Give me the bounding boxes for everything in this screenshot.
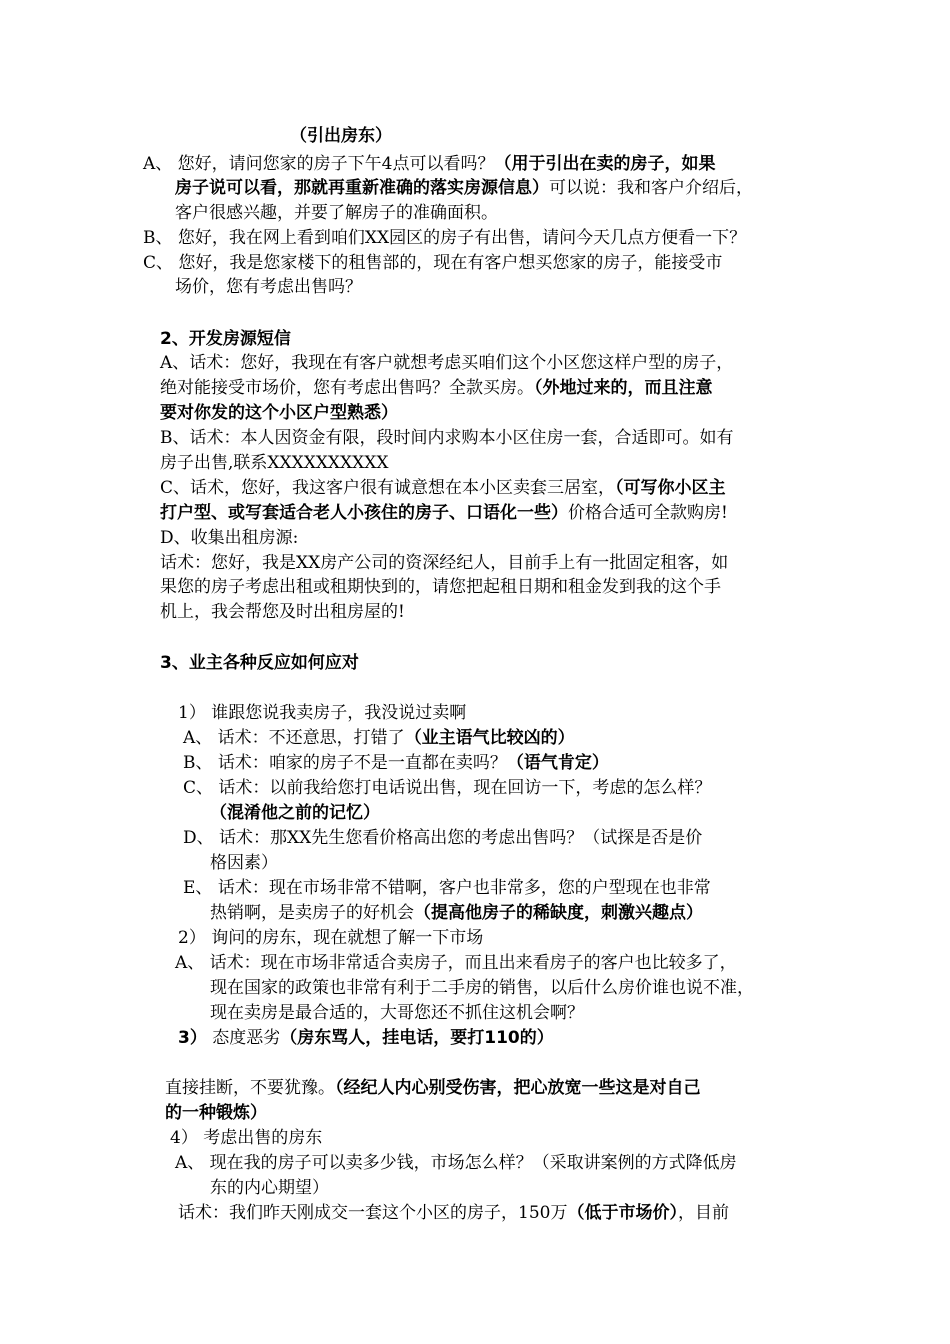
bold-segment: （外地过来的，而且注意 [534,378,713,398]
bold-segment: 打户型、或写套适合老人小孩住的房子、口语化一些） [160,503,568,523]
text-segment: D、收集出租房源: [160,528,299,548]
text-segment: 2） 询问的房东，现在就想了解一下市场 [178,928,484,948]
text-line [143,226,746,250]
text-line [210,901,703,925]
text-segment: ，目前 [677,1203,729,1223]
text-line [178,701,466,725]
text-line [210,1176,329,1200]
bold-segment: （提高他房子的稀缺度，刺激兴趣点） [414,903,703,923]
text-line [160,651,359,675]
text-segment: 可以说：我和客户介绍后， [549,178,753,198]
text-segment: 1） 谁跟您说我卖房子，我没说过卖啊 [178,703,467,723]
bold-segment: 3） [178,1028,207,1048]
text-line [160,476,726,500]
text-segment: A、 话术：现在市场非常适合卖房子，而且出来看房子的客户也比较多了， [175,953,737,973]
bold-segment: （房东骂人，挂电话，要打110的） [280,1028,554,1048]
text-segment: 场价，您有考虑出售吗？ [175,277,362,297]
text-line [210,851,278,875]
text-line [178,1026,554,1050]
text-line [175,201,498,225]
text-line [210,976,754,1000]
text-line [160,351,733,375]
text-segment: 话术：您好，我是XX房产公司的资深经纪人，目前手上有一批固定租客，如 [160,553,729,573]
text-segment: 果您的房子考虑出租或租期快到的，请您把起租日期和租金发到我的这个手 [160,577,721,597]
text-line [175,176,753,200]
text-line [183,876,711,900]
text-line [178,926,483,950]
text-line [160,551,728,575]
text-segment: B、 话术：咱家的房子不是一直都在卖吗？ [183,753,507,773]
text-line [183,726,575,750]
bold-segment: （业主语气比较凶的） [404,728,575,748]
text-line [175,951,737,975]
text-line [290,124,392,148]
text-segment: C、话术，您好，我这客户很有诚意想在本小区卖套三居室， [160,478,616,498]
text-line [160,575,721,599]
text-line [160,327,291,351]
text-segment: E、 话术：现在市场非常不错啊，客户也非常多，您的户型现在也非常 [183,878,711,898]
text-line [165,1101,267,1125]
text-line [160,451,388,475]
text-line [143,152,716,176]
bold-segment: （引出房东） [290,126,392,146]
text-line [170,1126,322,1150]
text-line [183,826,702,850]
bold-segment: （可写你小区主 [615,478,726,498]
text-segment: 4） 考虑出售的房东 [170,1128,323,1148]
text-segment: 绝对能接受市场价，您有考虑出售吗？全款买房。 [160,378,534,398]
text-line [160,376,713,400]
text-segment: A、 现在我的房子可以卖多少钱，市场怎么样？（采取讲案例的方式降低房 [175,1153,737,1173]
text-line [165,1076,701,1100]
bold-segment: （低于市场价） [567,1203,678,1223]
bold-segment: （用于引出在卖的房子，如果 [494,154,716,174]
text-segment: 话术：我们昨天刚成交一套这个小区的房子，150万 [178,1203,568,1223]
bold-segment: （语气肯定） [506,753,609,773]
text-segment: 热销啊，是卖房子的好机会 [210,903,414,923]
text-line [160,600,405,624]
bold-segment: 3、业主各种反应如何应对 [160,653,359,673]
bold-segment: 2、开发房源短信 [160,329,291,349]
text-segment: C、 您好，我是您家楼下的租售部的，现在有客户想买您家的房子，能接受市 [143,253,723,273]
text-segment: 东的内心期望） [210,1178,329,1198]
text-segment: 现在卖房是最合适的，大哥您还不抓住这机会啊？ [210,1003,584,1023]
text-line [143,251,722,275]
text-segment: A、话术：您好，我现在有客户就想考虑买咱们这个小区您这样户型的房子， [160,353,734,373]
text-segment: 机上，我会帮您及时出租房屋的! [160,602,405,622]
text-line [160,401,398,425]
bold-segment: （经纪人内心别受伤害，把心放宽一些这是对自己 [335,1078,701,1098]
text-segment: A、 您好，请问您家的房子下午4点可以看吗？ [143,154,495,174]
text-line [210,1001,584,1025]
text-segment: D、 话术：那XX先生您看价格高出您的考虑出售吗？（试探是否是价 [183,828,703,848]
text-segment: 直接挂断，不要犹豫。 [165,1078,335,1098]
text-line [178,1201,729,1225]
text-segment: 现在国家的政策也非常有利于二手房的销售，以后什么房价谁也说不准， [210,978,754,998]
text-segment: C、 话术：以前我给您打电话说出售，现在回访一下，考虑的怎么样？ [183,778,712,798]
text-line [175,275,362,299]
text-line [183,751,609,775]
bold-segment: 房子说可以看，那就再重新准确的落实房源信息） [175,178,549,198]
text-line [160,501,728,525]
text-line [210,801,380,825]
text-segment: 价格合适可全款购房! [568,503,728,523]
bold-segment: 要对你发的这个小区户型熟悉） [160,403,398,423]
text-segment: 房子出售,联系XXXXXXXXXX [160,453,389,473]
text-line [175,1151,737,1175]
text-segment: 态度恶劣 [206,1028,281,1048]
text-segment: B、话术：本人因资金有限，段时间内求购本小区住房一套，合适即可。如有 [160,428,734,448]
text-line [183,776,711,800]
text-line [160,426,734,450]
bold-segment: 的一种锻炼） [165,1103,267,1123]
text-segment: A、 话术：不还意思，打错了 [183,728,405,748]
bold-segment: （混淆他之前的记忆） [210,803,380,823]
text-segment: 格因素） [210,853,278,873]
text-line [160,526,298,550]
text-segment: 客户很感兴趣，并要了解房子的准确面积。 [175,203,498,223]
text-segment: B、 您好，我在网上看到咱们XX园区的房子有出售，请问今天几点方便看一下？ [143,228,747,248]
